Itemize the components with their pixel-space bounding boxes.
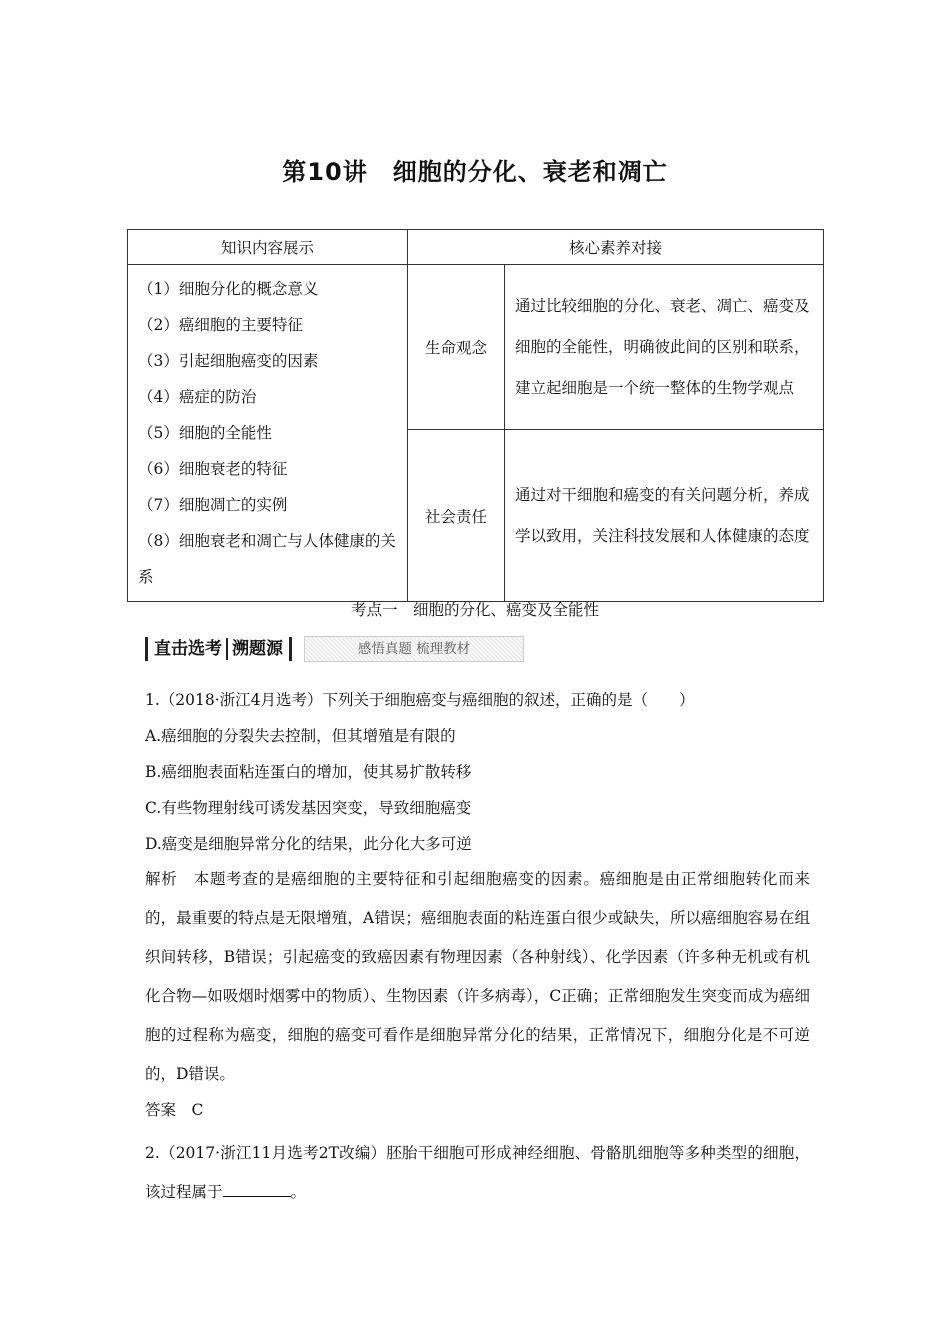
question-content <box>145 688 810 1212</box>
banner-part2: 溯题源 <box>232 639 283 659</box>
page-title: 第10讲 细胞的分化、衰老和凋亡 <box>282 158 668 186</box>
q1-analysis: 解析 本题考查的是癌细胞的主要特征和引起细胞癌变的因素。癌细胞是由正常细胞转化而来的，最重要的特点是无限增殖，A错误；癌细胞表面的粘连蛋白很少或缺失，所以癌细胞容易在组织间转移，B错误；引起癌变的致癌因素有物理因素（各种射线）、化学因素（许多种无机或有机化合物—如吸烟时烟雾中的物质）、生物因素（许多病毒），C正确；正常细胞发生突变而成为癌细胞的过程称为癌变，细胞的癌变可看作是细胞异常分化的结果，正常情况下，细胞分化是不可逆的，D错误。 <box>145 870 810 1083</box>
q1-stem: 1.（2018·浙江4月选考）下列关于细胞癌变与癌细胞的叙述，正确的是（ ） <box>145 691 695 709</box>
category-desc: 通过对干细胞和癌变的有关问题分析，养成学以致用，关注科技发展和人体健康的态度 <box>505 430 824 602</box>
banner-divider <box>226 638 228 660</box>
category-desc: 通过比较细胞的分化、衰老、凋亡、癌变及细胞的全能性，明确彼此间的区别和联系，建立起细胞是一个统一整体的生物学观点 <box>505 265 824 430</box>
knowledge-item: （7）细胞凋亡的实例 <box>138 496 288 514</box>
category-life-view: 生命观念 <box>408 265 505 430</box>
q1-option-b: B.癌细胞表面粘连蛋白的增加，使其易扩散转移 <box>145 763 472 781</box>
q1-answer: 答案 C <box>145 1101 204 1119</box>
knowledge-item: （6）细胞衰老的特征 <box>138 460 288 478</box>
q2-stem-end: 。 <box>290 1183 307 1201</box>
q1-option-c: C.有些物理射线可诱发基因突变，导致细胞癌变 <box>145 799 472 817</box>
knowledge-item: （4）癌症的防治 <box>138 388 257 406</box>
header-literacy: 核心素养对接 <box>408 230 824 265</box>
q2-stem-text: 2.（2017·浙江11月选考2T改编）胚胎干细胞可形成神经细胞、骨骼肌细胞等多种类型的细胞，该过程属于 <box>145 1144 810 1201</box>
overview-table <box>127 229 824 602</box>
q1-option-a: A.癌细胞的分裂失去控制，但其增殖是有限的 <box>145 727 456 745</box>
q2-stem <box>145 1134 810 1212</box>
knowledge-item: （3）引起细胞癌变的因素 <box>138 352 319 370</box>
category-social-responsibility: 社会责任 <box>408 430 505 602</box>
knowledge-item: （2）癌细胞的主要特征 <box>138 316 303 334</box>
knowledge-list <box>128 265 408 602</box>
header-knowledge: 知识内容展示 <box>128 230 408 265</box>
banner-part1: 直击选考 <box>154 639 222 659</box>
section-title: 考点一 细胞的分化、癌变及全能性 <box>350 601 599 619</box>
banner-tag: 感悟真题 梳理教材 <box>304 636 524 662</box>
answer-blank[interactable] <box>223 1180 291 1197</box>
q1-option-d: D.癌变是细胞异常分化的结果，此分化大多可逆 <box>145 835 472 853</box>
knowledge-item: （1）细胞分化的概念意义 <box>138 280 319 298</box>
section-banner <box>145 636 524 662</box>
knowledge-item: （5）细胞的全能性 <box>138 424 272 442</box>
knowledge-item: （8）细胞衰老和凋亡与人体健康的关系 <box>138 532 396 586</box>
banner-label <box>145 637 292 661</box>
